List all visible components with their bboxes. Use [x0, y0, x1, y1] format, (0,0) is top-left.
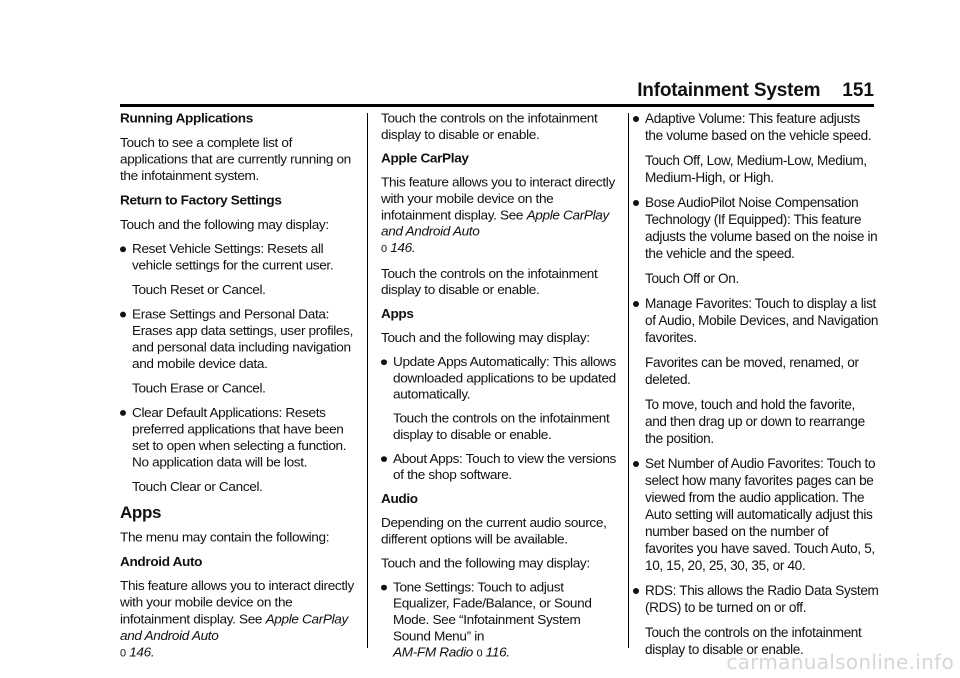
- bullet-item: [633, 455, 879, 574]
- bullet-icon: [633, 200, 639, 206]
- bullet-subtext: Touch Clear or Cancel.: [132, 479, 263, 494]
- bullet-icon: [120, 311, 126, 317]
- bullet-icon: [633, 116, 639, 122]
- bullet-text: Manage Favorites: Touch to display a list of Audio, Mobile Devices, and Navigation favorites.: [645, 296, 879, 345]
- bullet-item: [633, 110, 879, 144]
- bullet-subtext: Touch Erase or Cancel.: [132, 380, 266, 396]
- bullet-text: Update Apps Automatically: This allows downloaded applications to be updated automatically.: [393, 354, 616, 402]
- paragraph: [381, 174, 617, 257]
- bullet-item: [381, 450, 617, 483]
- bullet-text: Bose AudioPilot Noise Compensation Technology (If Equipped): This feature adjusts the volume based on the noise in the vehicle and the speed.: [645, 195, 878, 261]
- column-1: [120, 110, 356, 670]
- bullet-text: RDS: This allows the Radio Data System (RDS) to be turned on or off.: [645, 583, 879, 615]
- page-reference[interactable]: 146.: [390, 240, 416, 255]
- bullet-item: [120, 404, 356, 470]
- heading-return-to-factory-settings: Return to Factory Settings: [120, 192, 282, 208]
- bullet-item: [633, 194, 879, 262]
- page-reference[interactable]: 116.: [485, 645, 510, 660]
- heading-apps-sub: Apps: [381, 306, 414, 321]
- bullet-icon: [633, 301, 639, 307]
- bullet-icon: [381, 584, 387, 590]
- bullet-text: About Apps: Touch to view the versions of the shop software.: [393, 451, 616, 483]
- bullet-subtext: To move, touch and hold the favorite, and then drag up or down to rearrange the position.: [645, 397, 865, 446]
- bullet-icon: [633, 461, 639, 467]
- column-3: [633, 110, 879, 666]
- column-divider: [367, 113, 368, 648]
- bullet-text: Set Number of Audio Favorites: Touch to select how many favorites pages can be viewed from the audio application. The Auto setting will automatically adjust this number based on the number of favorites you have saved. Touch Auto, 5, 10, 15, 20, 25, 30, 35, or 40.: [645, 456, 876, 573]
- bullet-item: [633, 295, 879, 346]
- page-reference[interactable]: 146.: [129, 644, 155, 660]
- bullet-subtext: Touch Reset or Cancel.: [132, 282, 266, 298]
- bullet-icon: [120, 410, 126, 416]
- page-number: 151: [842, 80, 874, 101]
- page-ref-icon: 0: [381, 243, 387, 255]
- paragraph: Touch and the following may display:: [381, 555, 590, 571]
- bullet-subtext: Touch the controls on the infotainment display to disable or enable.: [393, 411, 610, 442]
- page-ref-icon: 0: [476, 647, 483, 660]
- heading-apps: Apps: [120, 503, 162, 523]
- section-title: Infotainment System: [637, 80, 821, 101]
- page-ref-icon: 0: [120, 647, 126, 660]
- bullet-item: [120, 241, 356, 274]
- paragraph: Depending on the current audio source, different options will be available.: [381, 515, 607, 547]
- paragraph: Touch and the following may display:: [120, 217, 329, 232]
- heading-apple-carplay: Apple CarPlay: [381, 151, 469, 166]
- bullet-subtext: Touch Off or On.: [645, 271, 739, 286]
- cross-reference-link[interactable]: AM-FM Radio: [393, 645, 473, 660]
- paragraph-text: This feature allows you to interact directly with your mobile device on the infotainment display. See: [381, 175, 615, 223]
- heading-audio: Audio: [381, 491, 418, 507]
- bullet-text: Adaptive Volume: This feature adjusts the volume based on the vehicle speed.: [645, 111, 872, 143]
- paragraph: Touch to see a complete list of applications that are currently running on the infotainment system.: [120, 135, 351, 184]
- bullet-text: Clear Default Applications: Resets preferred applications that have been set to open when selecting a function. No application data will be lost.: [132, 405, 347, 470]
- paragraph: [120, 578, 356, 663]
- bullet-subtext: Touch Off, Low, Medium-Low, Medium, Medium-High, or High.: [645, 153, 867, 185]
- paragraph: Touch the controls on the infotainment display to disable or enable.: [381, 110, 598, 142]
- column-2: [381, 110, 617, 670]
- bullet-text: Reset Vehicle Settings: Resets all vehicle settings for the current user.: [132, 241, 334, 273]
- bullet-subtext: Touch the controls on the infotainment display to disable or enable.: [645, 625, 862, 657]
- cross-reference-link[interactable]: Apple CarPlay and Android Auto: [381, 207, 609, 239]
- heading-android-auto: Android Auto: [120, 554, 203, 569]
- bullet-item: [120, 306, 356, 372]
- paragraph: The menu may contain the following:: [120, 529, 330, 545]
- paragraph-text: This feature allows you to interact directly with your mobile device on the infotainment display. See: [120, 578, 354, 627]
- header-rule: [120, 104, 874, 107]
- bullet-text: Tone Settings: Touch to adjust Equalizer, Fade/Balance, or Sound Mode. See “Infotainment System Sound Menu” in: [393, 579, 592, 644]
- paragraph: Touch and the following may display:: [381, 330, 590, 345]
- bullet-icon: [633, 588, 639, 594]
- bullet-text: Erase Settings and Personal Data: Erases app data settings, user profiles, and personal data including navigation and mobile device data.: [132, 306, 353, 372]
- page-header: [637, 80, 874, 102]
- cross-reference-link[interactable]: Apple CarPlay and Android Auto: [120, 611, 348, 643]
- bullet-subtext: Favorites can be moved, renamed, or deleted.: [645, 355, 859, 387]
- bullet-item: [381, 354, 617, 403]
- heading-running-applications: Running Applications: [120, 110, 253, 126]
- watermark: carmanualsonline.info: [726, 650, 954, 674]
- bullet-icon: [381, 359, 387, 365]
- bullet-icon: [120, 246, 126, 252]
- bullet-item: [633, 582, 879, 616]
- bullet-item: [381, 579, 617, 662]
- column-divider: [628, 113, 629, 648]
- paragraph: Touch the controls on the infotainment display to disable or enable.: [381, 266, 598, 298]
- bullet-icon: [381, 456, 387, 462]
